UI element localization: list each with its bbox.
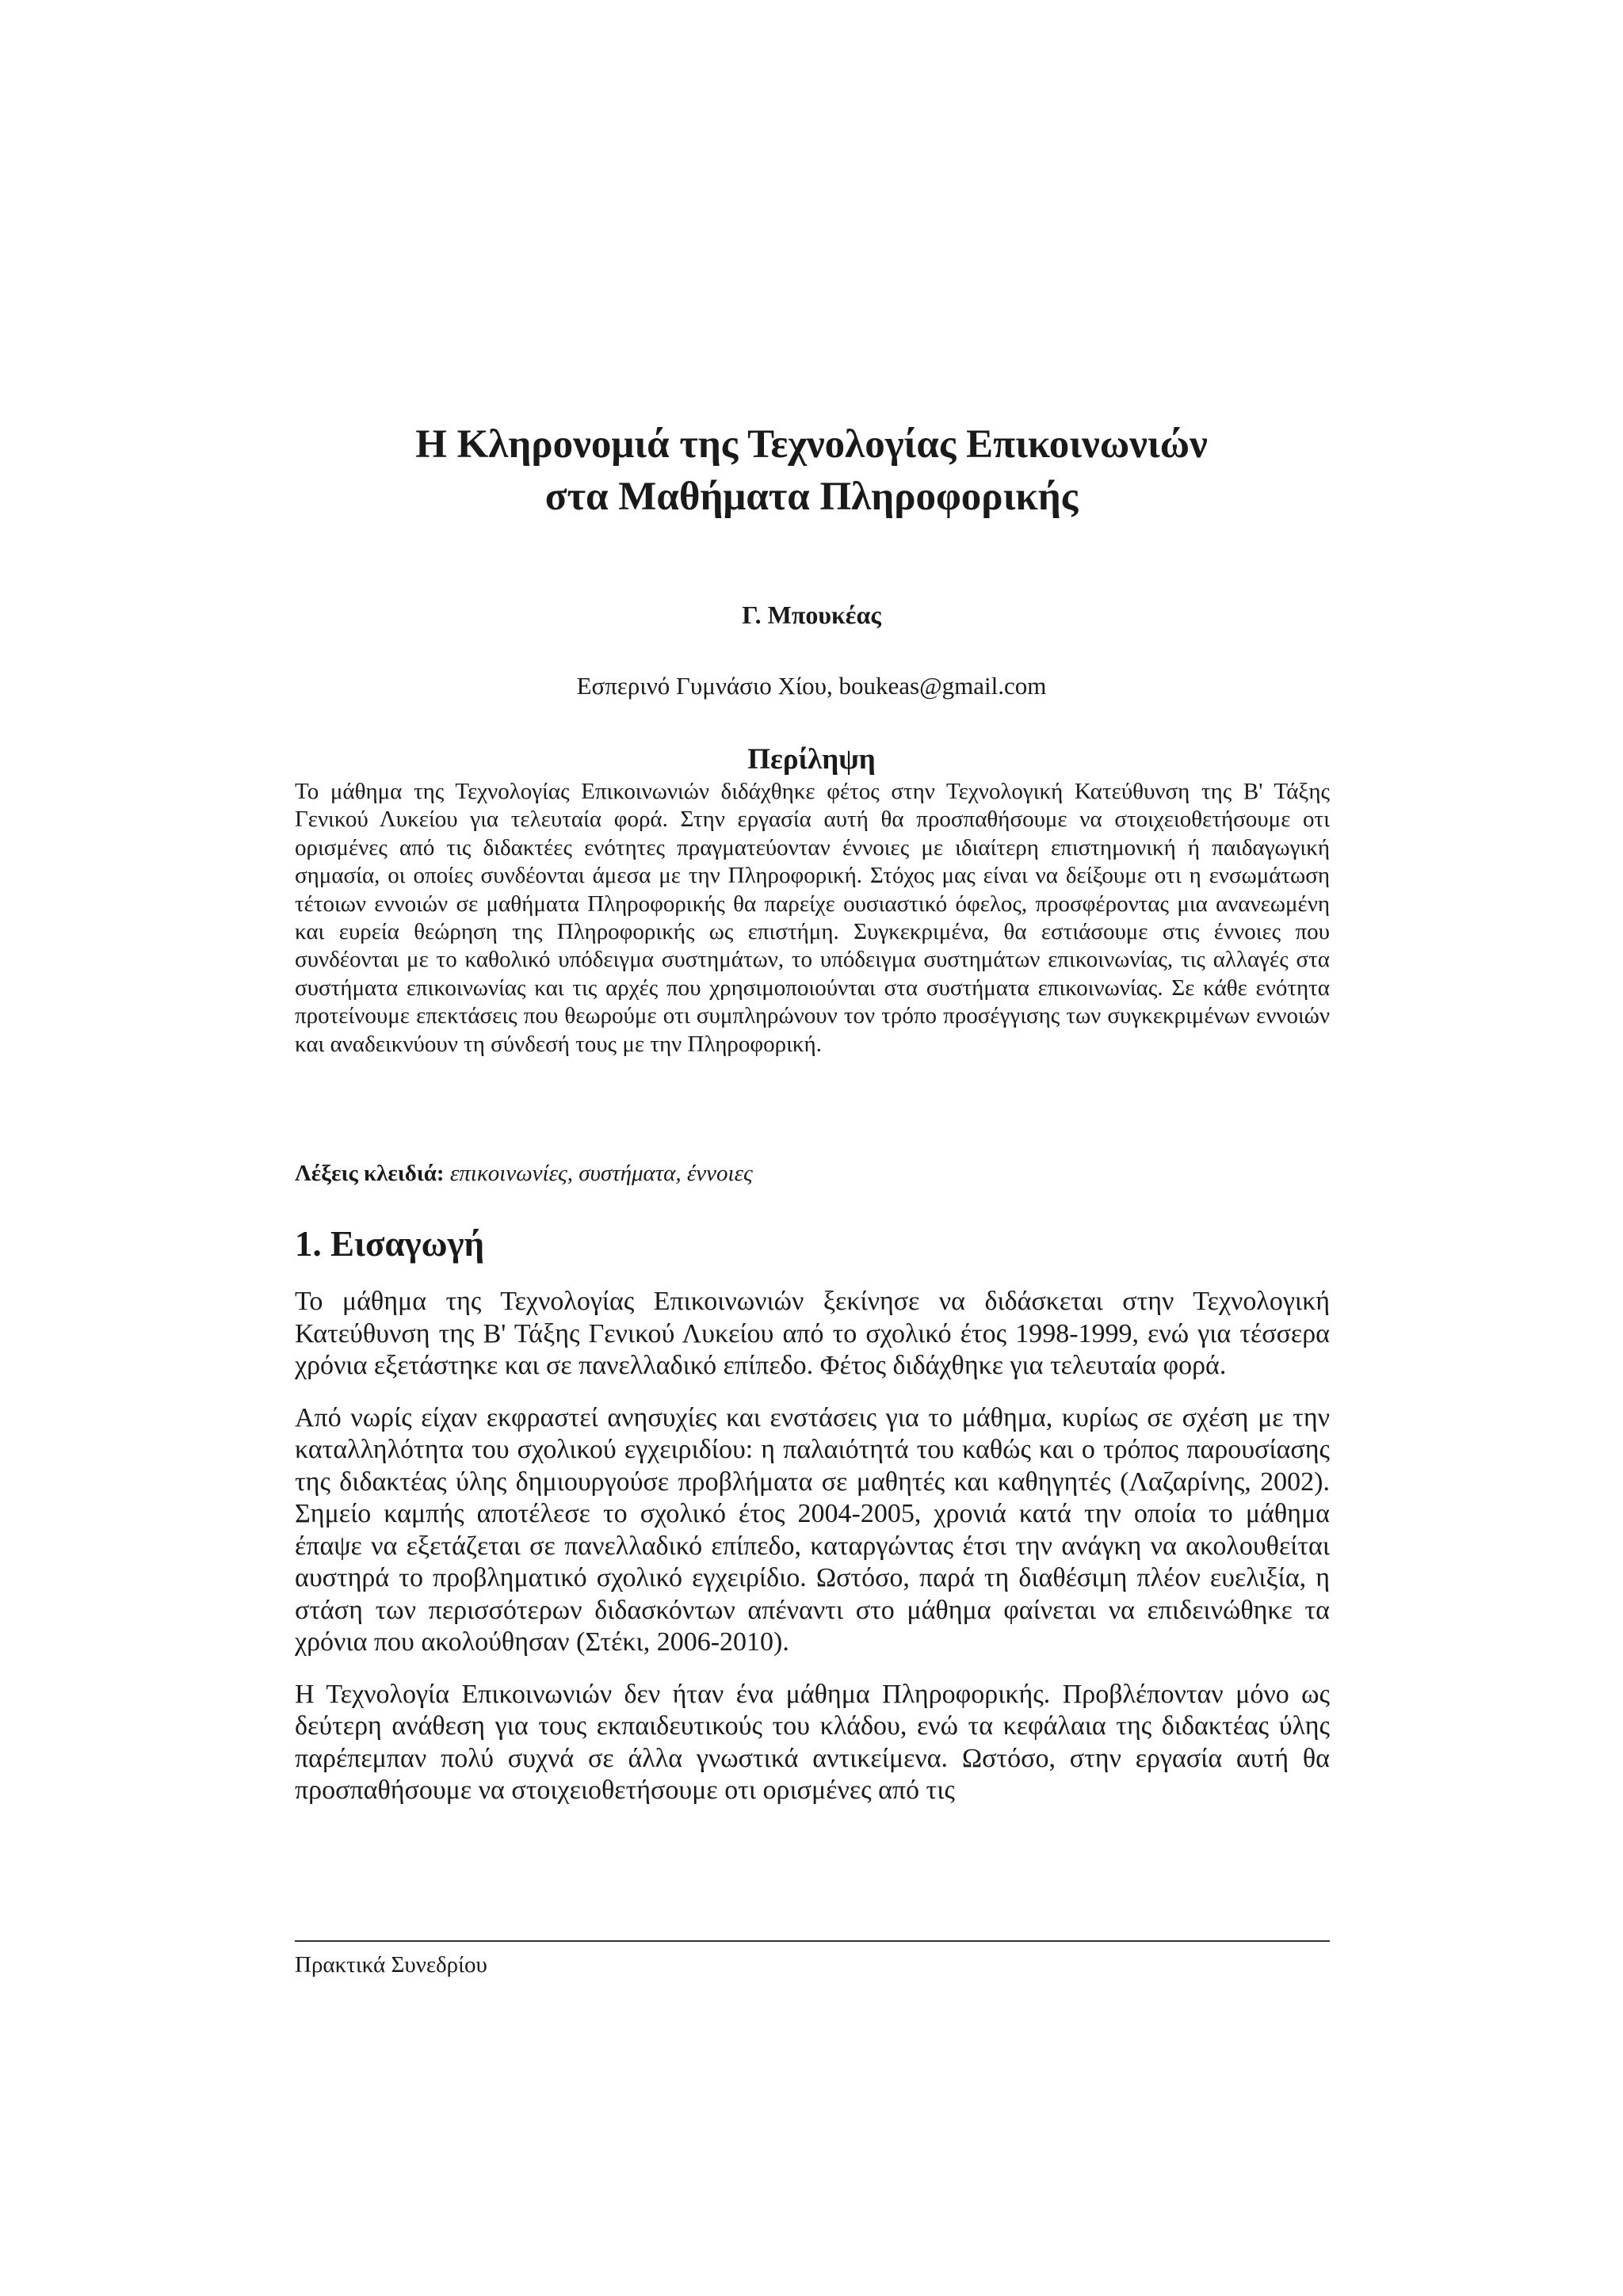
keywords-line (295, 1159, 1330, 1188)
section-body-introduction (295, 1286, 1330, 1827)
paragraph: Το μάθημα της Τεχνολογίας Επικοινωνιών ξεκίνησε να διδάσκεται στην Τεχνολογική Κατεύθυνση της Β' Τάξης Γενικού Λυκείου από το σχολικό έτος 1998-1999, ενώ για τέσσερα χρόνια εξετάστηκε και σε πανελλαδικό επίπεδο. Φέτος διδάχθηκε για τελευταία φορά. (295, 1287, 1330, 1380)
title-line-2: στα Μαθήματα Πληροφορικής (544, 475, 1079, 519)
author-affiliation: Εσπερινό Γυμνάσιο Χίου, boukeas@gmail.com (576, 672, 1047, 700)
section-heading-introduction: 1. Εισαγωγή (295, 1224, 485, 1264)
paragraph: Η Τεχνολογία Επικοινωνιών δεν ήταν ένα μάθημα Πληροφορικής. Προβλέπονταν μόνο ως δεύτερη ανάθεση για τους εκπαιδευτικούς του κλάδου, ενώ τα κεφάλαια της διδακτέας ύλης παρέπεμπαν πολύ συχνά σε άλλα γνωστικά αντικείμενα. Ωστόσο, στην εργασία αυτή θα προσπαθήσουμε να στοιχειοθετήσουμε οτι ορισμένες από τις (295, 1679, 1330, 1805)
author-name: Γ. Μπουκέας (742, 601, 881, 629)
abstract-heading: Περίληψη (747, 743, 876, 776)
title-line-1: Η Κληρονομιά της Τεχνολογίας Επικοινωνιών (415, 422, 1208, 467)
keywords-values: επικοινωνίες, συστήματα, έννοιες (449, 1161, 753, 1186)
footer-text: Πρακτικά Συνεδρίου (295, 1952, 487, 1978)
abstract-text: Το μάθημα της Τεχνολογίας Επικοινωνιών διδάχθηκε φέτος στην Τεχνολογική Κατεύθυνση της Β' Τάξης Γενικού Λυκείου για τελευταία φορά. Στην εργασία αυτή θα προσπαθήσουμε να στοιχειοθετήσουμε οτι ορισμένες από τις διδακτέες ενότητες πραγματεύονταν έννοιες με ιδιαίτερη επιστημονική ή παιδαγωγική σημασία, οι οποίες συνδέονται άμεσα με την Πληροφορική. Στόχος μας είναι να δείξουμε οτι η ενσωμάτωση τέτοιων εννοιών σε μαθήματα Πληροφορικής θα παρείχε ουσιαστικό όφελος, προσφέροντας μια ανανεωμένη και ευρεία θεώρηση της Πληροφορικής ως επιστήμη. Συγκεκριμένα, θα εστιάσουμε στις έννοιες που συνδέονται με το καθολικό υπόδειγμα συστημάτων, το υπόδειγμα συστημάτων επικοινωνίας, τις αλλαγές στα συστήματα επικοινωνίας και τις αρχές που χρησιμοποιούνται στα συστήματα επικοινωνίας. Σε κάθε ενότητα προτείνουμε επεκτάσεις που θεωρούμε οτι συμπληρώνουν τον τρόπο προσέγγισης των συγκεκριμένων εννοιών και αναδεικνύουν τη σύνδεσή τους με την Πληροφορική. (295, 779, 1330, 1057)
paragraph: Από νωρίς είχαν εκφραστεί ανησυχίες και ενστάσεις για το μάθημα, κυρίως σε σχέση με την καταλληλότητα του σχολικού εγχειριδίου: η παλαιότητά του καθώς και ο τρόπος παρουσίασης της διδακτέας ύλης δημιουργούσε προβλήματα σε μαθητές και καθηγητές (Λαζαρίνης, 2002). Σημείο καμπής αποτέλεσε το σχολικό έτος 2004-2005, χρονιά κατά την οποία το μάθημα έπαψε να εξετάζεται σε πανελλαδικό επίπεδο, καταργώντας έτσι την ανάγκη να ακολουθείται αυστηρά το προβληματικό σχολικό εγχειρίδιο. Ωστόσο, παρά τη διαθέσιμη πλέον ευελιξία, η στάση των περισσότερων διδασκόντων απέναντι στο μάθημα φαίνεται να επιδεινώθηκε τα χρόνια που ακολούθησαν (Στέκι, 2006-2010). (295, 1402, 1330, 1657)
footer-divider (295, 1940, 1330, 1942)
keywords-label: Λέξεις κλειδιά: (295, 1161, 445, 1186)
paper-title (0, 418, 1623, 523)
